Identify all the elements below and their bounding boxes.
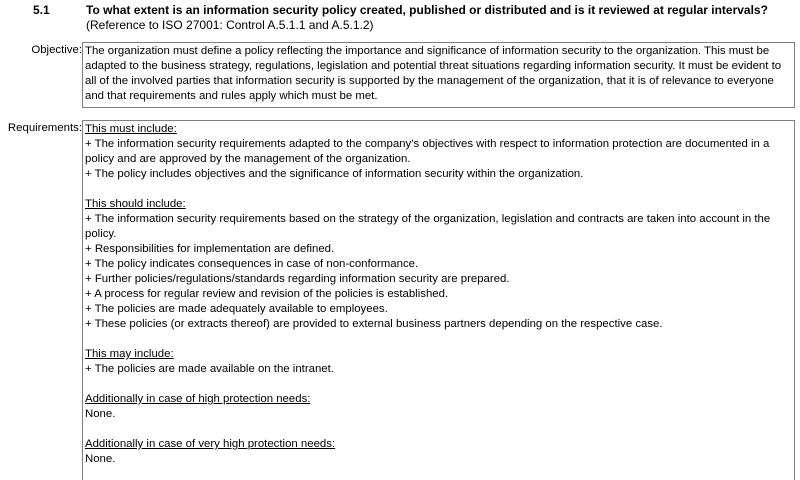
- high-protection-heading: Additionally in case of high protection needs:: [85, 393, 311, 405]
- should-heading: This should include:: [85, 198, 186, 210]
- question-reference: (Reference to ISO 27001: Control A.5.1.1 and A.5.1.2): [86, 18, 374, 32]
- list-item: + Responsibilities for implementation are defined.: [85, 243, 335, 255]
- list-item: + The policy includes objectives and the significance of information security within the organization.: [85, 168, 584, 180]
- list-item: + A process for regular review and revision of the policies is established.: [85, 288, 449, 300]
- objective-text: The organization must define a policy reflecting the importance and significance of information security to the organization. This must be adapted to the business strategy, regulations, legislation and potential threat situations regarding information security. It must be evident to all of the involved parties that information security is supported by the management of the organization, that it is of relevance to everyone and that requirements and rules apply which must be met.: [85, 45, 782, 102]
- list-item: + The information security requirements based on the strategy of the organization, legislation and contracts are taken into account in the policy.: [85, 213, 771, 240]
- list-item: + These policies (or extracts thereof) are provided to external business partners depending on the respective case.: [85, 318, 663, 330]
- spacer: [85, 377, 791, 392]
- high-protection-text: None.: [85, 408, 116, 420]
- must-heading: This must include:: [85, 123, 177, 135]
- objective-box: [82, 42, 795, 108]
- question-number: 5.1: [33, 3, 50, 17]
- list-item: + The policy indicates consequences in case of non-conformance.: [85, 258, 419, 270]
- spacer: [85, 182, 791, 197]
- very-high-protection-text: None.: [85, 453, 116, 465]
- spacer: [85, 332, 791, 347]
- list-item: + The policies are made available on the intranet.: [85, 363, 334, 375]
- list-item: + The information security requirements adapted to the company’s objectives with respect to information protection are documented in a policy and are approved by the management of the organization.: [85, 138, 770, 165]
- list-item: + The policies are made adequately available to employees.: [85, 303, 388, 315]
- objective-label: Objective:: [31, 44, 82, 56]
- very-high-protection-heading: Additionally in case of very high protection needs:: [85, 438, 336, 450]
- list-item: + Further policies/regulations/standards regarding information security are prepared.: [85, 273, 510, 285]
- requirements-label: Requirements:: [7, 122, 82, 134]
- may-heading: This may include:: [85, 348, 174, 360]
- requirements-box: [82, 120, 795, 480]
- question-title: To what extent is an information security policy created, published or distributed and is it reviewed at regular intervals?: [86, 3, 768, 17]
- spacer: [85, 422, 791, 437]
